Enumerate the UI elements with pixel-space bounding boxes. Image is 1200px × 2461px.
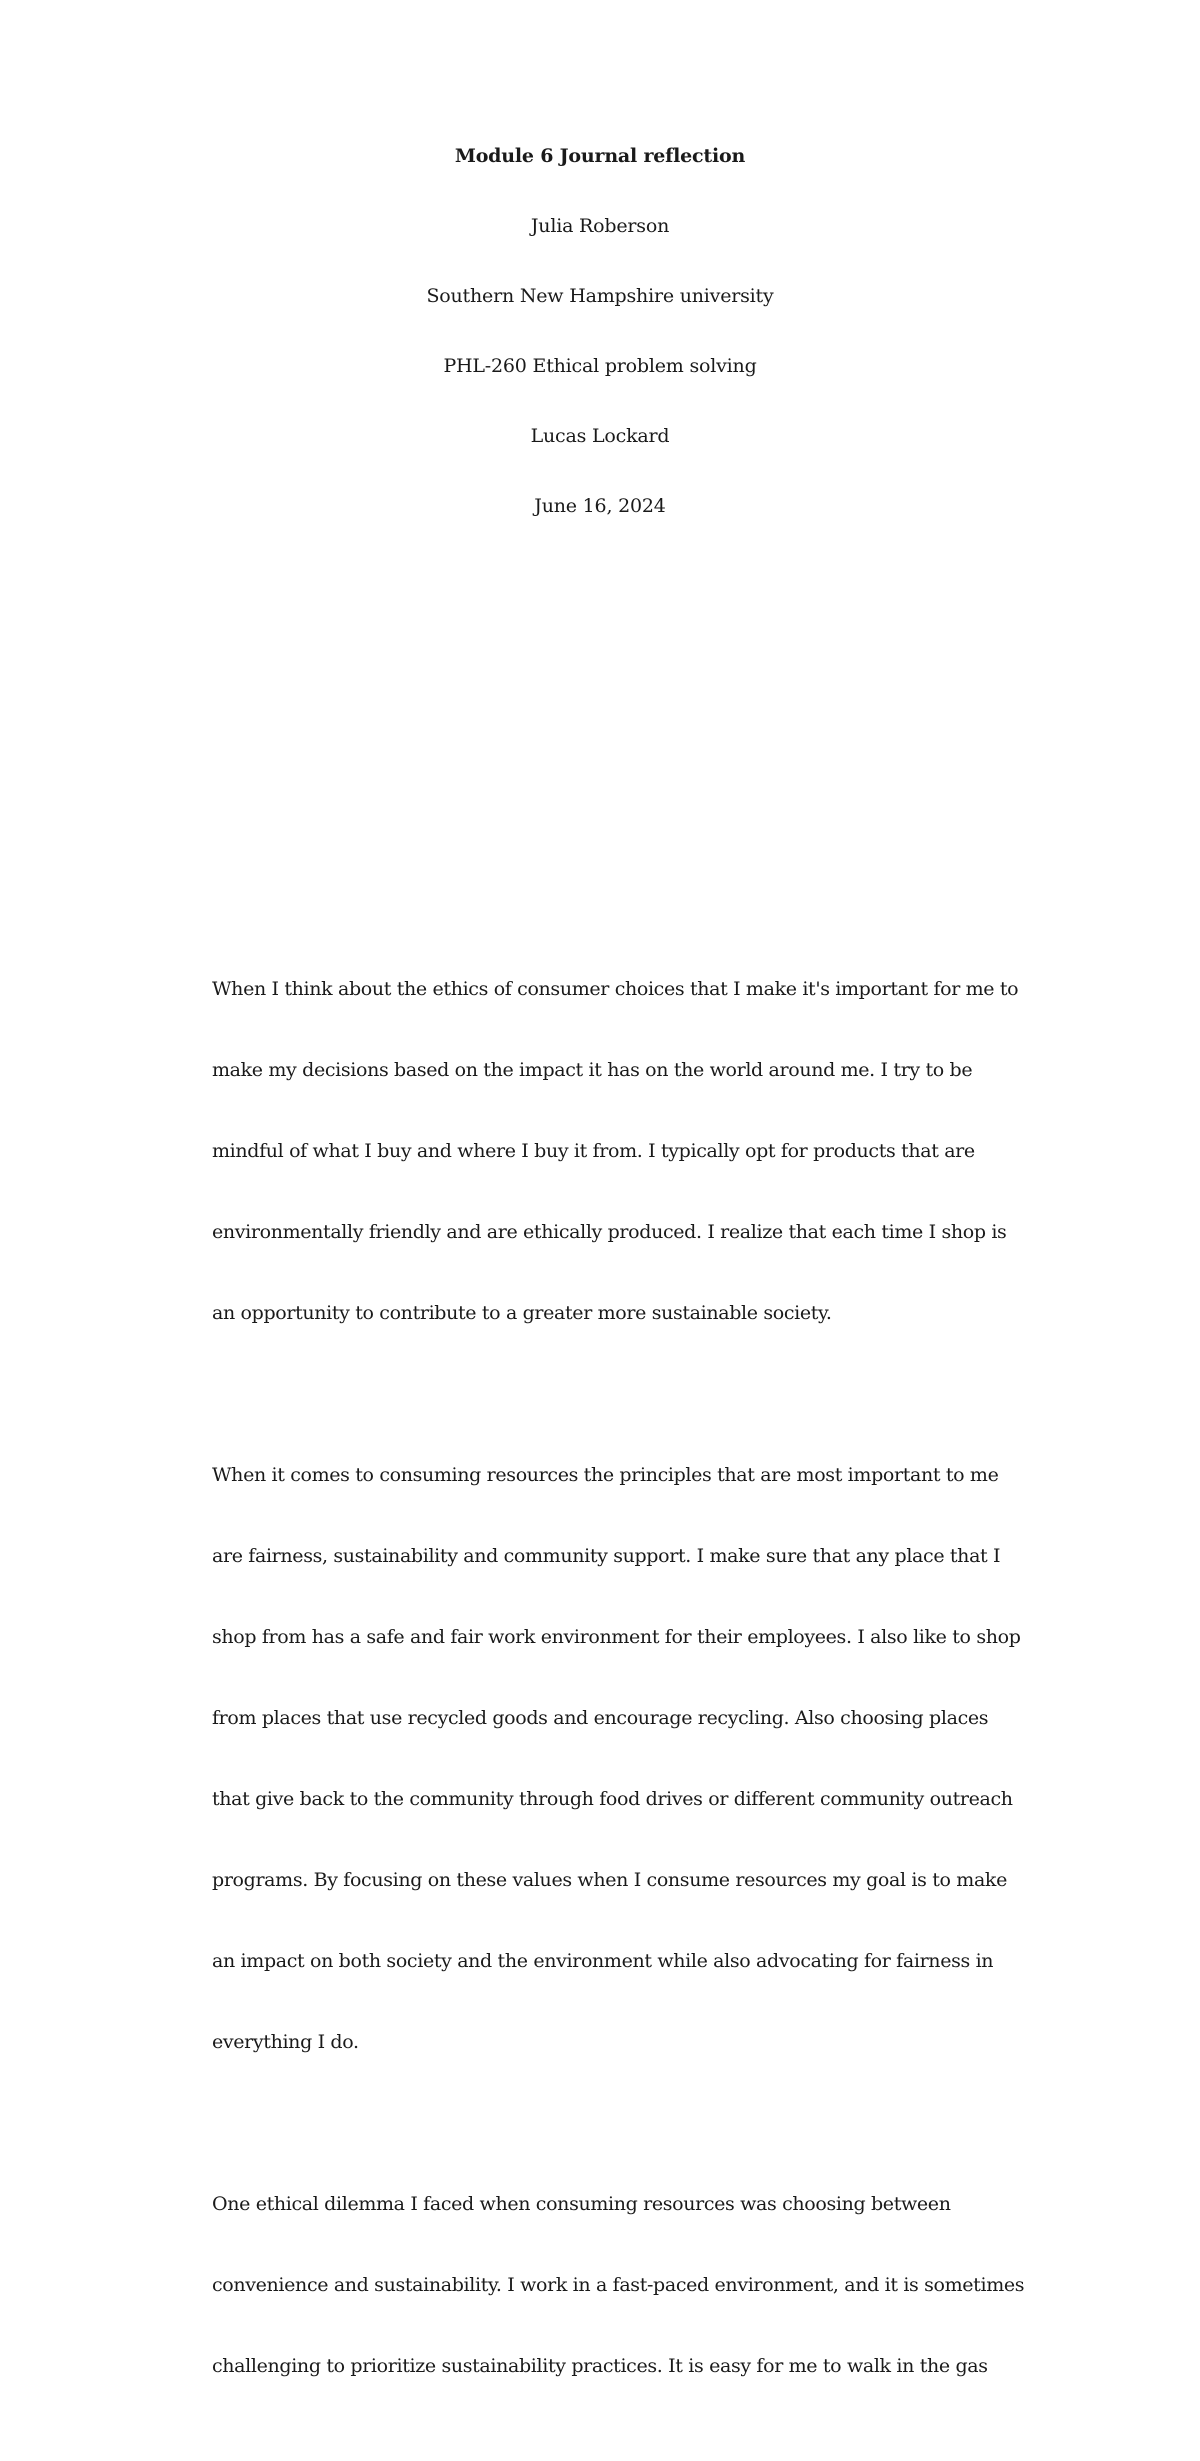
text-line: everything I do. (212, 2031, 359, 2053)
text-line: One ethical dilemma I faced when consuming resources was choosing between (212, 2193, 951, 2215)
text-line: programs. By focusing on these values when I consume resources my goal is to make (212, 1869, 1007, 1891)
text-line: from places that use recycled goods and encourage recycling. Also choosing places (212, 1707, 989, 1729)
text-line: challenging to prioritize sustainability practices. It is easy for me to walk in the gas (212, 2355, 988, 2377)
paragraph-3 (212, 2137, 1082, 2434)
text-line: that give back to the community through food drives or different community outreach (212, 1788, 1013, 1810)
document-date: June 16, 2024 (534, 495, 666, 517)
paragraph-2 (212, 1408, 1082, 2110)
author-name: Julia Roberson (530, 215, 670, 237)
instructor-name: Lucas Lockard (530, 425, 670, 447)
text-line: When it comes to consuming resources the principles that are most important to me (212, 1464, 999, 1486)
course-name: PHL-260 Ethical problem solving (443, 355, 757, 377)
document-title: Module 6 Journal reflection (454, 145, 746, 167)
text-line: make my decisions based on the impact it has on the world around me. I try to be (212, 1059, 973, 1081)
text-line: an opportunity to contribute to a greater more sustainable society. (212, 1302, 832, 1324)
text-line: When I think about the ethics of consumer choices that I make it's important for me to (212, 978, 1019, 1000)
title-page-block (0, 142, 1200, 562)
text-line: mindful of what I buy and where I buy it from. I typically opt for products that are (212, 1140, 975, 1162)
text-line: shop from has a safe and fair work environment for their employees. I also like to shop (212, 1626, 1021, 1648)
text-line: convenience and sustainability. I work in a fast-paced environment, and it is sometimes (212, 2274, 1025, 2296)
institution-name: Southern New Hampshire university (426, 285, 774, 307)
text-line: environmentally friendly and are ethically produced. I realize that each time I shop is (212, 1221, 1007, 1243)
body-text (212, 922, 1082, 2461)
paragraph-1 (212, 922, 1082, 1381)
text-line: an impact on both society and the environment while also advocating for fairness in (212, 1950, 994, 1972)
text-line: are fairness, sustainability and community support. I make sure that any place that I (212, 1545, 1001, 1567)
